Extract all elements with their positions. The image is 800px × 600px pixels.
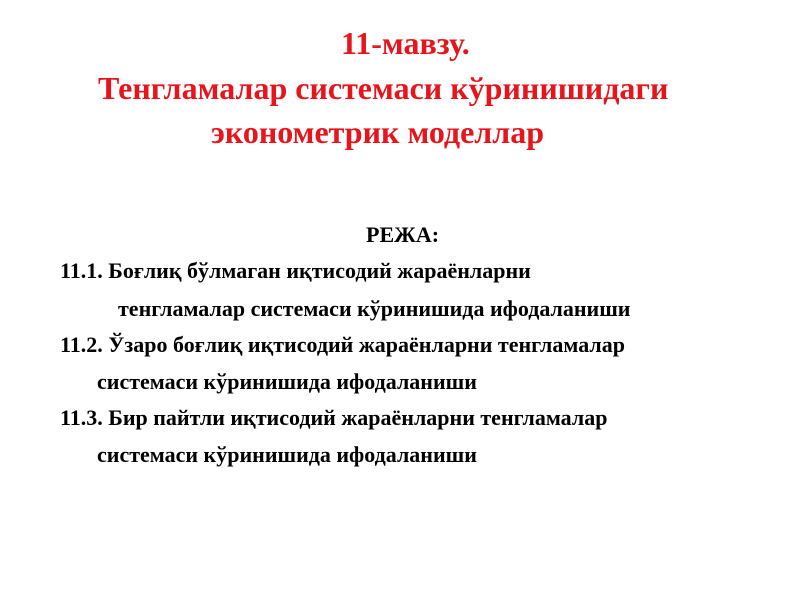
plan-item-1-line-2: тенгламалар системаси кўринишида ифодаланиши <box>118 296 631 321</box>
plan-item-1-line-1: 11.1. Боғлиқ бўлмаган иқтисодий жараёнларни <box>60 258 531 283</box>
topic-number-title: 11-мавзу. <box>341 25 470 61</box>
plan-item-2-line-1: 11.2. Ўзаро боғлиқ иқтисодий жараёнларни тенгламалар <box>60 332 625 357</box>
plan-item-2-line-2: системаси кўринишида ифодаланиши <box>97 369 477 394</box>
topic-title-line-1: Тенгламалар системаси кўринишидаги <box>98 70 669 106</box>
plan-item-3-line-1: 11.3. Бир пайтли иқтисодий жараёнларни тенгламалар <box>60 405 608 430</box>
topic-title-line-2: эконометрик моделлар <box>211 114 544 150</box>
plan-item-3-line-2: системаси кўринишида ифодаланиши <box>97 442 477 467</box>
plan-heading: РЕЖА: <box>366 222 440 247</box>
